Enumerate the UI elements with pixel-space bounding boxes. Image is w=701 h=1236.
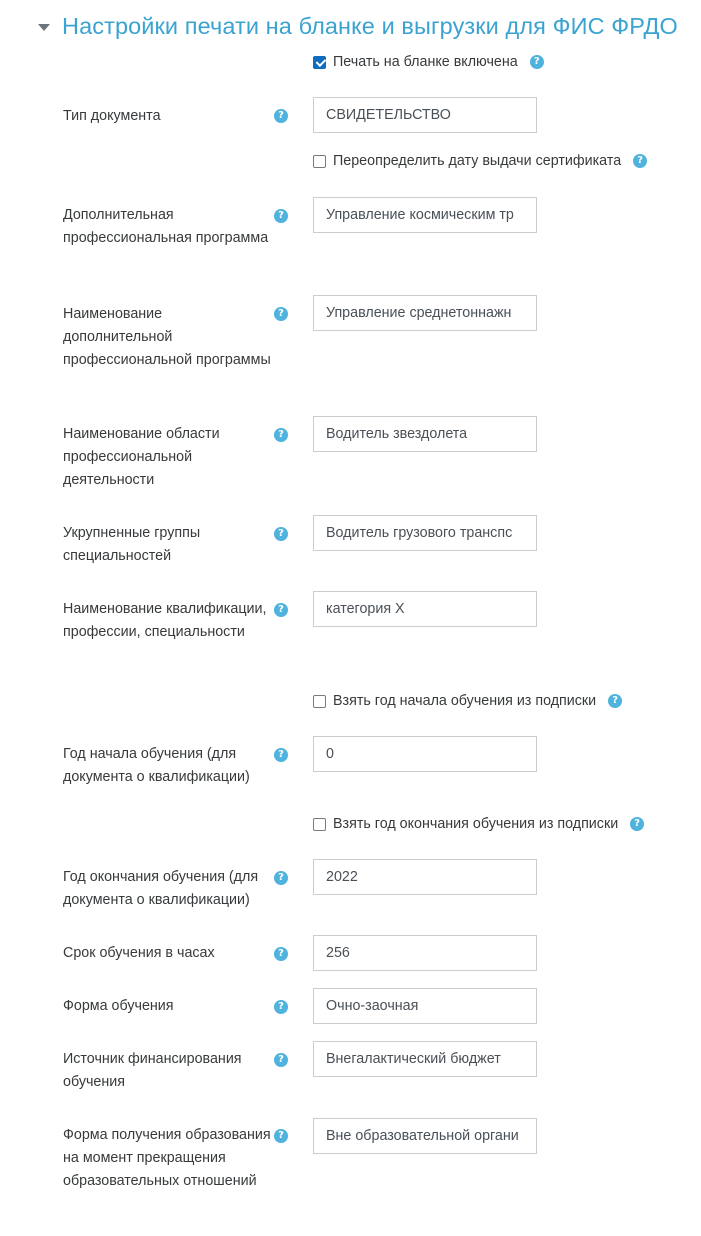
end-year-label: Год окончания обучения (для документа о квалификации) — [63, 869, 259, 908]
study-form-label: Форма обучения — [63, 998, 174, 1014]
program-name-input[interactable] — [313, 295, 537, 331]
program-name-label: Наименование дополнительной профессиональной программы — [63, 306, 271, 368]
doc-type-label: Тип документа — [63, 108, 161, 124]
qualification-label: Наименование квалификации, профессии, специальности — [63, 601, 267, 640]
education-form-label: Форма получения образования на момент прекращения образовательных отношений — [63, 1127, 271, 1189]
print-enabled-label: Печать на бланке включена — [333, 54, 518, 70]
help-icon[interactable]: ? — [274, 1053, 288, 1067]
start-year-label: Год начала обучения (для документа о квалификации) — [63, 746, 250, 785]
qualification-input[interactable] — [313, 591, 537, 627]
activity-area-label: Наименование области профессиональной деятельности — [63, 426, 220, 488]
help-icon[interactable]: ? — [274, 947, 288, 961]
start-year-sub-label: Взять год начала обучения из подписки — [333, 693, 597, 709]
hours-label: Срок обучения в часах — [63, 945, 215, 961]
override-date-label: Переопределить дату выдачи сертификата — [333, 153, 622, 169]
help-icon[interactable]: ? — [274, 1000, 288, 1014]
collapse-caret-icon[interactable] — [38, 24, 50, 31]
additional-program-input[interactable] — [313, 197, 537, 233]
help-icon[interactable]: ? — [530, 55, 544, 69]
help-icon[interactable]: ? — [274, 307, 288, 321]
study-form-input[interactable] — [313, 988, 537, 1024]
help-icon[interactable]: ? — [274, 428, 288, 442]
help-icon[interactable]: ? — [274, 209, 288, 223]
activity-area-input[interactable] — [313, 416, 537, 452]
funding-input[interactable] — [313, 1041, 537, 1077]
end-year-sub-label: Взять год окончания обучения из подписки — [333, 816, 619, 832]
print-enabled-checkbox[interactable] — [313, 56, 326, 69]
section-header[interactable] — [38, 6, 678, 46]
specialty-groups-label: Укрупненные группы специальностей — [63, 525, 201, 564]
override-date-row[interactable] — [313, 153, 647, 169]
education-form-input[interactable] — [313, 1118, 537, 1154]
start-year-input[interactable] — [313, 736, 537, 772]
help-icon[interactable]: ? — [274, 527, 288, 541]
end-year-sub-checkbox[interactable] — [313, 818, 326, 831]
help-icon[interactable]: ? — [274, 603, 288, 617]
help-icon[interactable]: ? — [274, 109, 288, 123]
help-icon[interactable]: ? — [633, 154, 647, 168]
additional-program-label: Дополнительная профессиональная программа — [63, 207, 269, 246]
end-year-sub-row[interactable] — [313, 816, 644, 832]
section-title: Настройки печати на бланке и выгрузки для ФИС ФРДО — [62, 12, 678, 39]
help-icon[interactable]: ? — [274, 871, 288, 885]
help-icon[interactable]: ? — [274, 1129, 288, 1143]
override-date-checkbox[interactable] — [313, 155, 326, 168]
specialty-groups-input[interactable] — [313, 515, 537, 551]
doc-type-input[interactable] — [313, 97, 537, 133]
hours-input[interactable] — [313, 935, 537, 971]
help-icon[interactable]: ? — [608, 694, 622, 708]
print-enabled-row[interactable] — [313, 54, 544, 70]
end-year-input[interactable] — [313, 859, 537, 895]
start-year-sub-row[interactable] — [313, 693, 622, 709]
start-year-sub-checkbox[interactable] — [313, 695, 326, 708]
help-icon[interactable]: ? — [274, 748, 288, 762]
help-icon[interactable]: ? — [630, 817, 644, 831]
funding-label: Источник финансирования обучения — [63, 1051, 242, 1090]
